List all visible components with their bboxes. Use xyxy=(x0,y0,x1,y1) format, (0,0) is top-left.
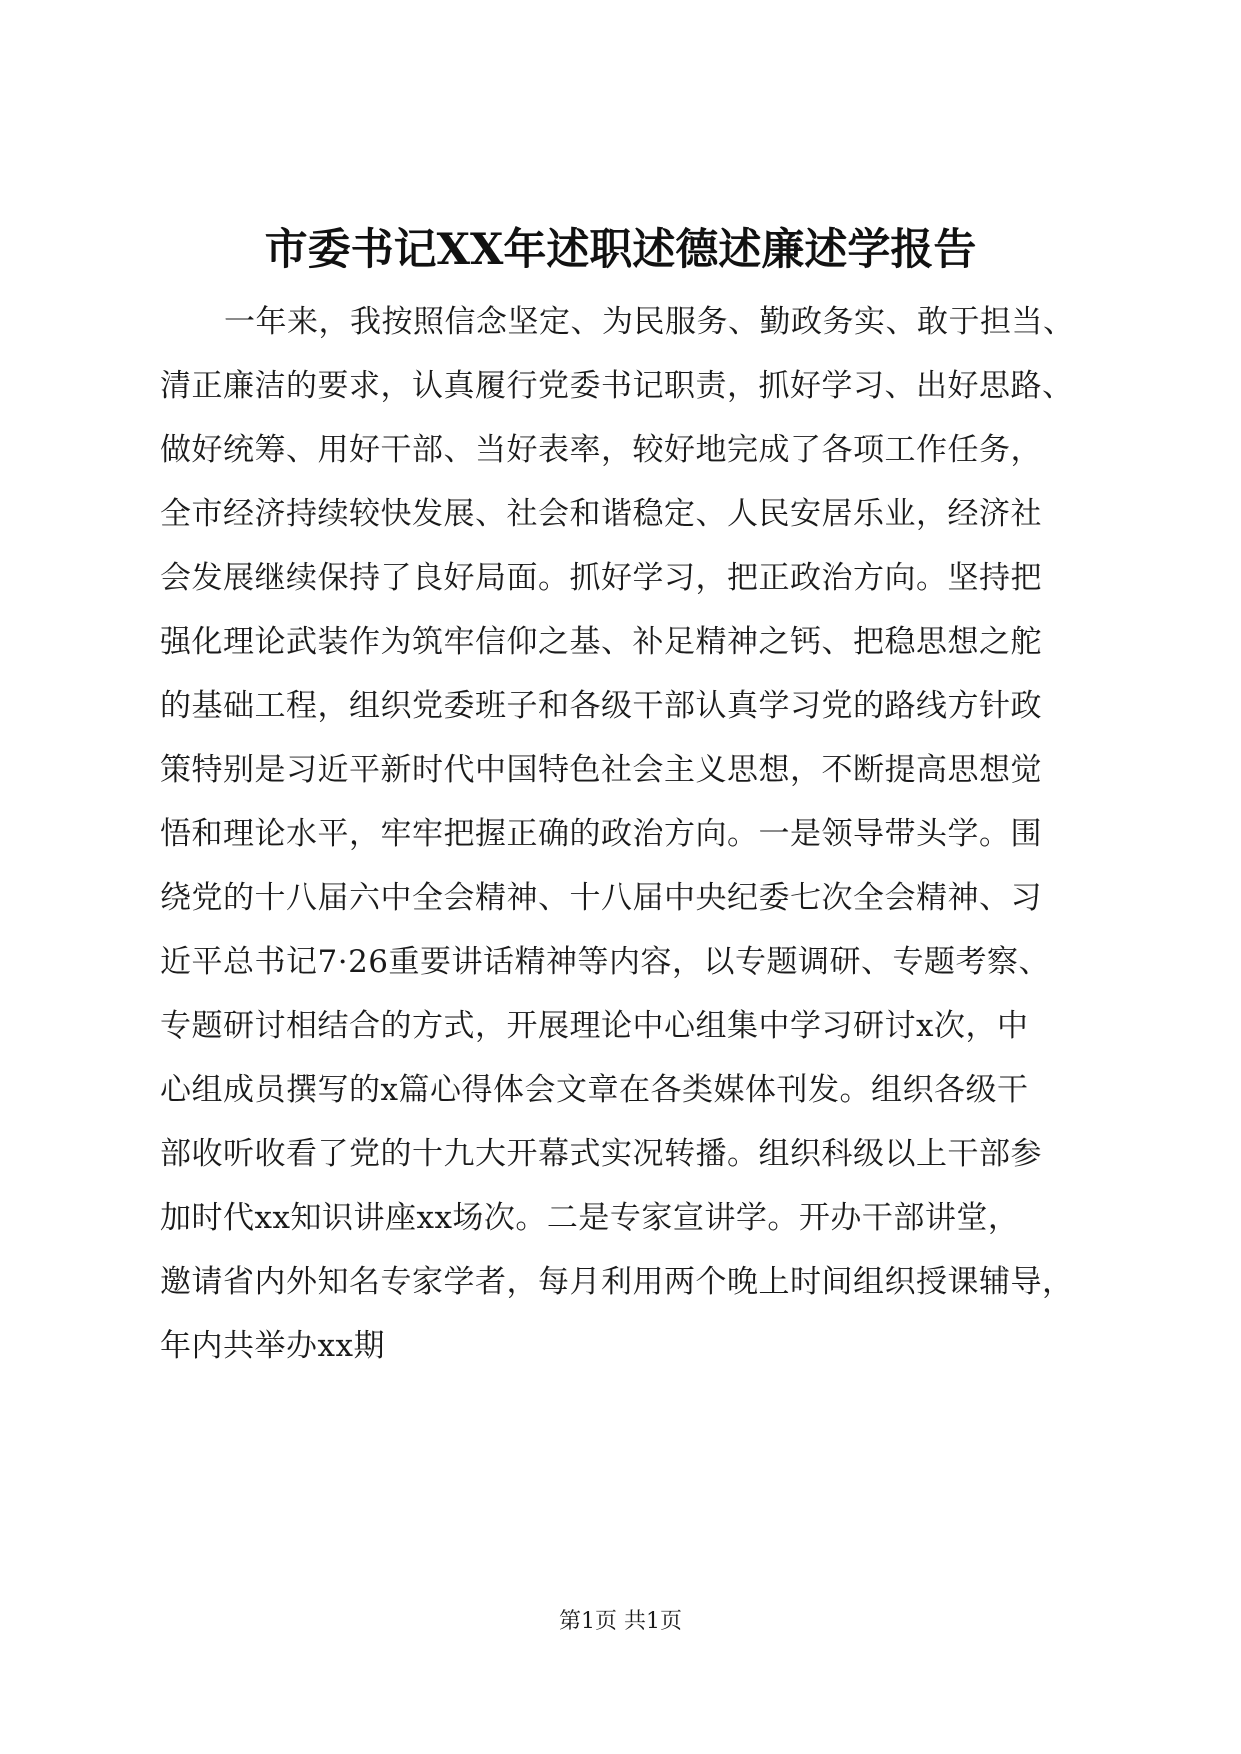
body-line: 邀请省内外知名专家学者，每月利用两个晚上时间组织授课辅导， xyxy=(160,1264,1074,1300)
body-line: 近平总书记7·26重要讲话精神等内容，以专题调研、专题考察、 xyxy=(160,944,1051,980)
document-body xyxy=(160,290,1090,1378)
body-line: 会发展继续保持了良好局面。抓好学习，把正政治方向。坚持把 xyxy=(160,560,1042,596)
body-line: 强化理论武装作为筑牢信仰之基、补足精神之钙、把稳思想之舵 xyxy=(160,624,1042,660)
body-line: 加时代xx知识讲座xx场次。二是专家宣讲学。开办干部讲堂， xyxy=(160,1200,1020,1236)
body-line: 年内共举办xx期 xyxy=(160,1328,385,1364)
document-title: 市委书记XX年述职述德述廉述学报告 xyxy=(264,225,977,275)
page-number-footer: 第1页 共1页 xyxy=(559,1609,682,1634)
body-line: 绕党的十八届六中全会精神、十八届中央纪委七次全会精神、习 xyxy=(160,880,1042,916)
body-line: 的基础工程，组织党委班子和各级干部认真学习党的路线方针政 xyxy=(160,688,1042,724)
body-line: 部收听收看了党的十九大开幕式实况转播。组织科级以上干部参 xyxy=(160,1136,1042,1172)
body-line: 悟和理论水平，牢牢把握正确的政治方向。一是领导带头学。围 xyxy=(160,816,1042,852)
body-line: 专题研讨相结合的方式，开展理论中心组集中学习研讨x次，中 xyxy=(160,1008,1029,1044)
body-line: 清正廉洁的要求，认真履行党委书记职责，抓好学习、出好思路、 xyxy=(160,368,1074,404)
body-line: 策特别是习近平新时代中国特色社会主义思想，不断提高思想觉 xyxy=(160,752,1042,788)
body-line: 心组成员撰写的x篇心得体会文章在各类媒体刊发。组织各级干 xyxy=(160,1072,1029,1108)
body-line: 全市经济持续较快发展、社会和谐稳定、人民安居乐业，经济社 xyxy=(160,496,1042,532)
body-line: 一年来，我按照信念坚定、为民服务、勤政务实、敢于担当、 xyxy=(224,304,1075,340)
body-line: 做好统筹、用好干部、当好表率，较好地完成了各项工作任务， xyxy=(160,432,1042,468)
